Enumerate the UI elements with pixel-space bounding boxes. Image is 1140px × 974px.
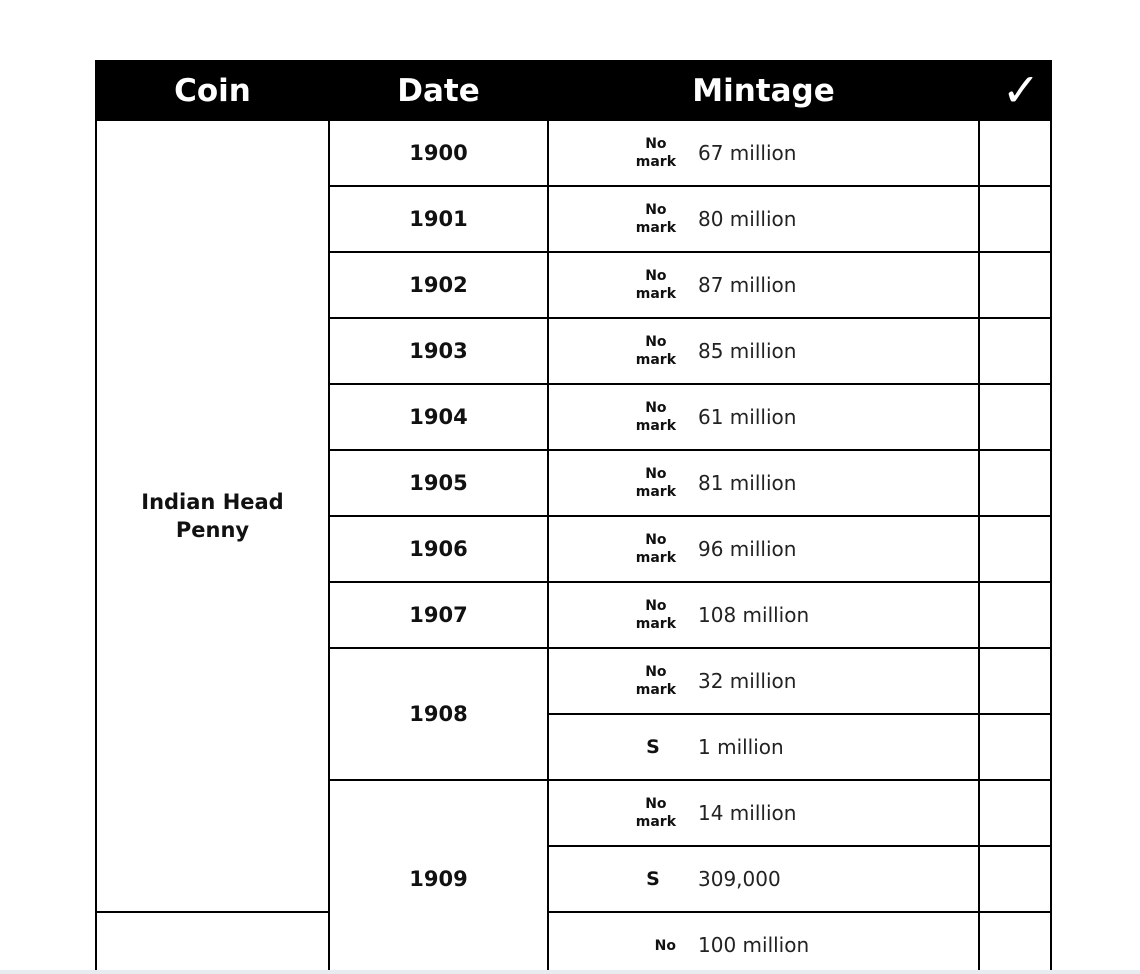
header-row [96, 61, 1051, 120]
mint-mark: No mark [635, 334, 676, 368]
checkbox-cell[interactable] [979, 318, 1051, 384]
header-date: Date [329, 61, 548, 120]
page-bottom-edge [0, 970, 1140, 974]
date-cell: 1909 [329, 780, 548, 974]
mint-mark-cell [548, 450, 694, 516]
date-cell: 1900 [329, 120, 548, 186]
checkbox-cell[interactable] [979, 252, 1051, 318]
date-cell: 1907 [329, 582, 548, 648]
header-check [979, 61, 1051, 120]
mint-mark-cell [548, 120, 694, 186]
checkbox-cell[interactable] [979, 648, 1051, 714]
checkbox-cell[interactable] [979, 120, 1051, 186]
mint-mark: No [654, 938, 676, 954]
mint-mark: No mark [635, 202, 676, 236]
mint-mark: S [646, 868, 660, 890]
checkbox-cell[interactable] [979, 912, 1051, 974]
date-cell: 1901 [329, 186, 548, 252]
checkbox-cell[interactable] [979, 450, 1051, 516]
mint-mark: No mark [635, 532, 676, 566]
mint-mark: No mark [635, 268, 676, 302]
mint-mark: No mark [635, 466, 676, 500]
mintage-cell: 67 million [694, 120, 979, 186]
checkmark-icon: ✓ [1001, 63, 1041, 117]
mint-mark: No mark [635, 598, 676, 632]
mintage-cell: 14 million [694, 780, 979, 846]
checkbox-cell[interactable] [979, 186, 1051, 252]
checkbox-cell[interactable] [979, 582, 1051, 648]
coin-name: Indian Head Penny [141, 490, 284, 542]
header-coin: Coin [96, 61, 329, 120]
table-row [96, 120, 1051, 186]
mintage-cell: 309,000 [694, 846, 979, 912]
mint-mark-cell [548, 384, 694, 450]
mint-mark-cell [548, 252, 694, 318]
mintage-cell: 1 million [694, 714, 979, 780]
table-row [96, 912, 1051, 974]
checkbox-cell[interactable] [979, 384, 1051, 450]
mintage-cell: 80 million [694, 186, 979, 252]
mint-mark-cell [548, 582, 694, 648]
mintage-cell: 87 million [694, 252, 979, 318]
mintage-cell: 61 million [694, 384, 979, 450]
mint-mark-cell [548, 648, 694, 714]
mint-mark: No mark [635, 664, 676, 698]
mintage-cell: 85 million [694, 318, 979, 384]
mint-mark: No mark [635, 400, 676, 434]
mintage-cell: 32 million [694, 648, 979, 714]
date-cell: 1906 [329, 516, 548, 582]
mint-mark-cell [548, 846, 694, 912]
date-cell: 1905 [329, 450, 548, 516]
date-cell: 1908 [329, 648, 548, 780]
checkbox-cell[interactable] [979, 516, 1051, 582]
mint-mark-cell [548, 318, 694, 384]
mintage-cell: 81 million [694, 450, 979, 516]
checkbox-cell[interactable] [979, 714, 1051, 780]
mintage-cell: 108 million [694, 582, 979, 648]
checkbox-cell[interactable] [979, 846, 1051, 912]
mint-mark-cell [548, 912, 694, 974]
mintage-cell: 96 million [694, 516, 979, 582]
mint-mark-cell [548, 714, 694, 780]
coin-name-cell [96, 120, 329, 912]
mint-mark-cell [548, 186, 694, 252]
date-cell: 1904 [329, 384, 548, 450]
coin-checklist-sheet [95, 60, 1050, 974]
date-cell: 1903 [329, 318, 548, 384]
coin-checklist-table [95, 60, 1052, 974]
mint-mark: No mark [635, 796, 676, 830]
coin-name-cell [96, 912, 329, 974]
checkbox-cell[interactable] [979, 780, 1051, 846]
date-cell: 1902 [329, 252, 548, 318]
mint-mark-cell [548, 516, 694, 582]
mint-mark: No mark [635, 136, 676, 170]
mint-mark: S [646, 736, 660, 758]
mint-mark-cell [548, 780, 694, 846]
header-mintage: Mintage [548, 61, 979, 120]
mintage-cell: 100 million [694, 912, 979, 974]
